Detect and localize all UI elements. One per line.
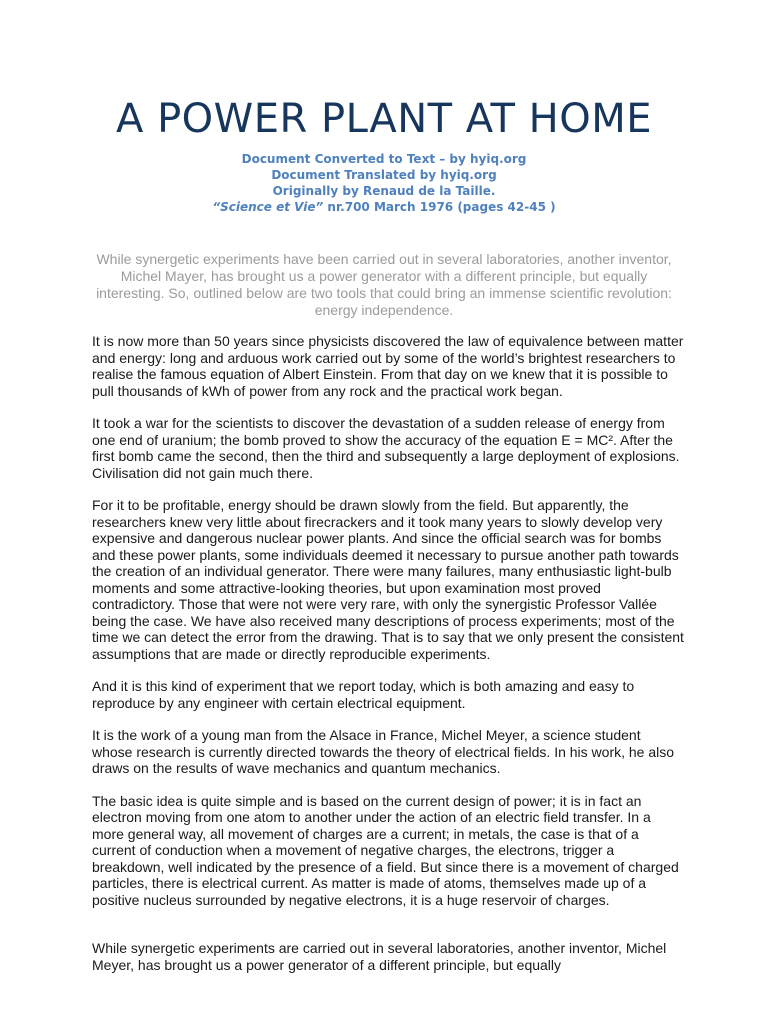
document-abstract: While synergetic experiments have been carried out in several laboratories, another inventor, Michel Mayer, has brought us a power generator with a different principle, but equally interesting. So, outlined below are two tools that could bring an immense scientific revolution: energy independence. xyxy=(96,251,672,318)
document-credits xyxy=(0,151,768,215)
body-paragraph: While synergetic experiments are carried out in several laboratories, another inventor, Michel Meyer, has brought us a power generator of a different principle, but equally xyxy=(92,940,667,973)
body-paragraph: And it is this kind of experiment that we report today, which is both amazing and easy to reproduce by any engineer with certain electrical equipment. xyxy=(92,678,635,711)
source-publication-details: nr.700 March 1976 (pages 42-45 ) xyxy=(323,200,556,214)
source-publication-title: “Science et Vie” xyxy=(212,200,324,214)
document-body xyxy=(92,333,684,989)
body-paragraph: It took a war for the scientists to discover the devastation of a sudden release of energy from one end of uranium; the bomb proved to show the accuracy of the equation E = MC². After the first bomb came the second, then the third and subsequently a large deployment of explosions. Civilisation did not gain much there. xyxy=(92,415,680,481)
credit-line-source xyxy=(0,199,768,215)
body-paragraph: It is now more than 50 years since physicists discovered the law of equivalence between matter and energy: long and arduous work carried out by some of the world’s brightest researchers to realise the famous equation of Albert Einstein. From that day on we knew that it is possible to pull thousands of kWh of power from any rock and the practical work began. xyxy=(92,333,684,399)
credit-line-translated: Document Translated by hyiq.org xyxy=(271,168,497,182)
credit-line-original-author: Originally by Renaud de la Taille. xyxy=(272,184,496,198)
body-paragraph: For it to be profitable, energy should be drawn slowly from the field. But apparently, the researchers knew very little about firecrackers and it took many years to slowly develop very expensive and dangerous nuclear power plants. And since the official search was for bombs and these power plants, some individuals deemed it necessary to pursue another path towards the creation of an individual generator. There were many failures, many enthusiastic light-bulb moments and some attractive-looking theories, but upon examination most proved contradictory. Those that were not were very rare, with only the synergistic Professor Vallée being the case. We have also received many descriptions of process experiments; most of the time we can detect the error from the drawing. That is to say that we only present the consistent assumptions that are made or directly reproducible experiments. xyxy=(92,497,684,662)
body-paragraph: The basic idea is quite simple and is based on the current design of power; it is in fact an electron moving from one atom to another under the action of an electric field transfer. In a more general way, all movement of charges are a current; in metals, the case is that of a current of conduction when a movement of negative charges, the electrons, trigger a breakdown, well indicated by the presence of a field. But since there is a movement of charged particles, there is electrical current. As matter is made of atoms, themselves made up of a positive nucleus surrounded by negative electrons, it is a huge reservoir of charges. xyxy=(92,792,679,908)
credit-line-converted: Document Converted to Text – by hyiq.org xyxy=(241,152,527,166)
body-paragraph: It is the work of a young man from the Alsace in France, Michel Meyer, a science student whose research is currently directed towards the theory of electrical fields. In his work, he also draws on the results of wave mechanics and quantum mechanics. xyxy=(92,727,675,776)
document-title: A POWER PLANT AT HOME xyxy=(115,96,653,142)
